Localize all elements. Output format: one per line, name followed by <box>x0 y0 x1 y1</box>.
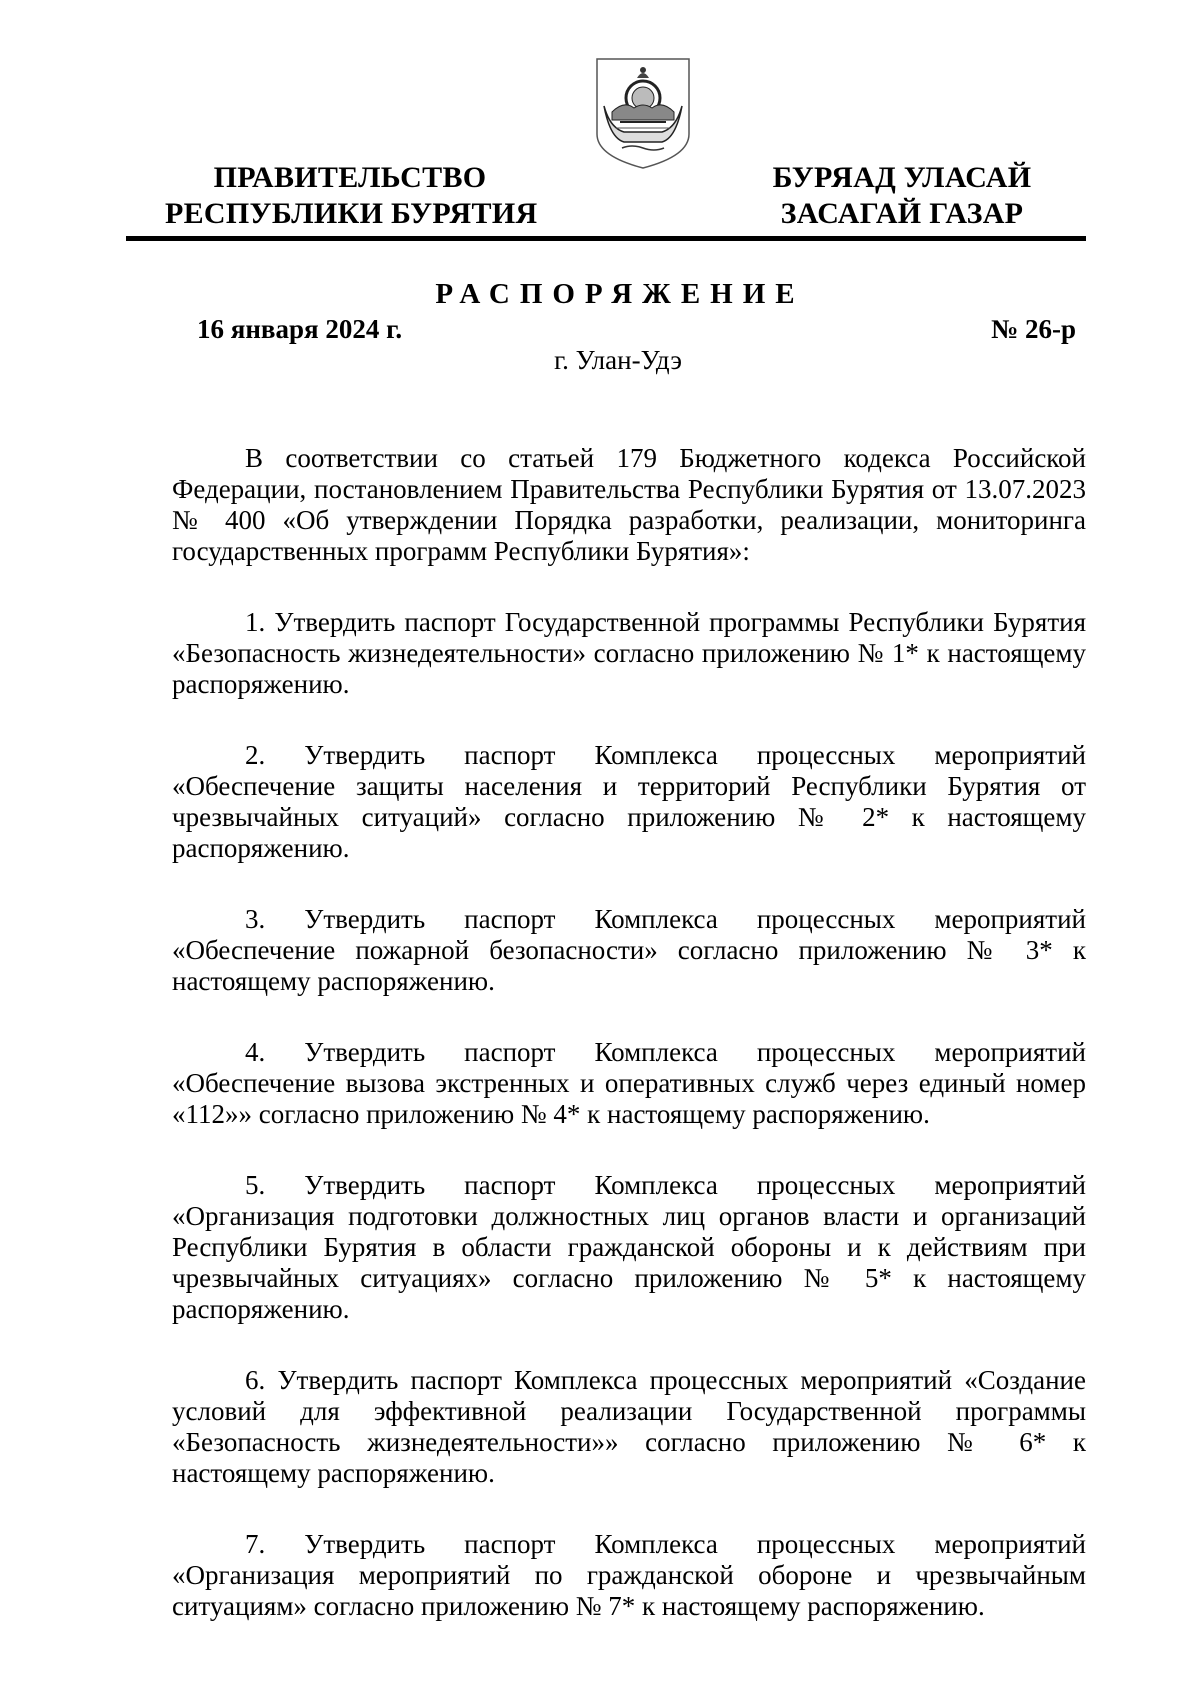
org-name-buryat-line2: ЗАСАГАЙ ГАЗАР <box>780 197 1024 230</box>
document-type-title: РАСПОРЯЖЕНИЕ <box>435 278 805 310</box>
document-date: 16 января 2024 г. <box>197 314 403 344</box>
header-divider <box>126 236 1086 241</box>
order-item-7: 7. Утвердить паспорт Комплекса процессных мероприятий «Организация мероприятий по гражданской обороне и чрезвычайным ситуациям» согласно приложению № 7* к настоящему распоряжению. <box>172 1529 1086 1621</box>
order-item-2: 2. Утвердить паспорт Комплекса процессных мероприятий «Обеспечение защиты населения и территорий Республики Бурятия от чрезвычайных ситуаций» согласно приложению № 2* к настоящему распоряжению. <box>172 740 1086 863</box>
order-item-6: 6. Утвердить паспорт Комплекса процессных мероприятий «Создание условий для эффективной реализации Государственной программы «Безопасность жизнедеятельности»» согласно приложению № 6* к настоящему распоряжению. <box>172 1365 1086 1488</box>
org-name-russian-line1: ПРАВИТЕЛЬСТВО <box>213 161 487 194</box>
org-name-russian-line2: РЕСПУБЛИКИ БУРЯТИЯ <box>165 197 538 230</box>
order-item-4: 4. Утвердить паспорт Комплекса процессных мероприятий «Обеспечение вызова экстренных и оперативных служб через единый номер «112»» согласно приложению № 4* к настоящему распоряжению. <box>172 1037 1086 1129</box>
document-body <box>172 443 1086 1662</box>
order-item-1: 1. Утвердить паспорт Государственной программы Республики Бурятия «Безопасность жизнедеятельности» согласно приложению № 1* к настоящему распоряжению. <box>172 607 1086 699</box>
org-name-buryat-line1: БУРЯАД УЛАСАЙ <box>772 161 1032 194</box>
org-name-russian <box>165 160 538 232</box>
order-item-5: 5. Утвердить паспорт Комплекса процессных мероприятий «Организация подготовки должностных лиц органов власти и организаций Республики Бурятия в области гражданской обороны и к действиям при чрезвычайных ситуациях» согласно приложению № 5* к настоящему распоряжению. <box>172 1170 1086 1324</box>
org-name-buryat <box>762 160 1042 232</box>
coat-of-arms-icon <box>594 56 692 172</box>
order-item-3: 3. Утвердить паспорт Комплекса процессных мероприятий «Обеспечение пожарной безопасности» согласно приложению № 3* к настоящему распоряжению. <box>172 904 1086 996</box>
document-number: № 26-р <box>991 314 1076 344</box>
document-city: г. Улан-Удэ <box>554 345 682 375</box>
preamble-paragraph: В соответствии со статьей 179 Бюджетного кодекса Российской Федерации, постановлением Правительства Республики Бурятия от 13.07.2023 № 400 «Об утверждении Порядка разработки, реализации, мониторинга государственных программ Республики Бурятия»: <box>172 443 1086 566</box>
